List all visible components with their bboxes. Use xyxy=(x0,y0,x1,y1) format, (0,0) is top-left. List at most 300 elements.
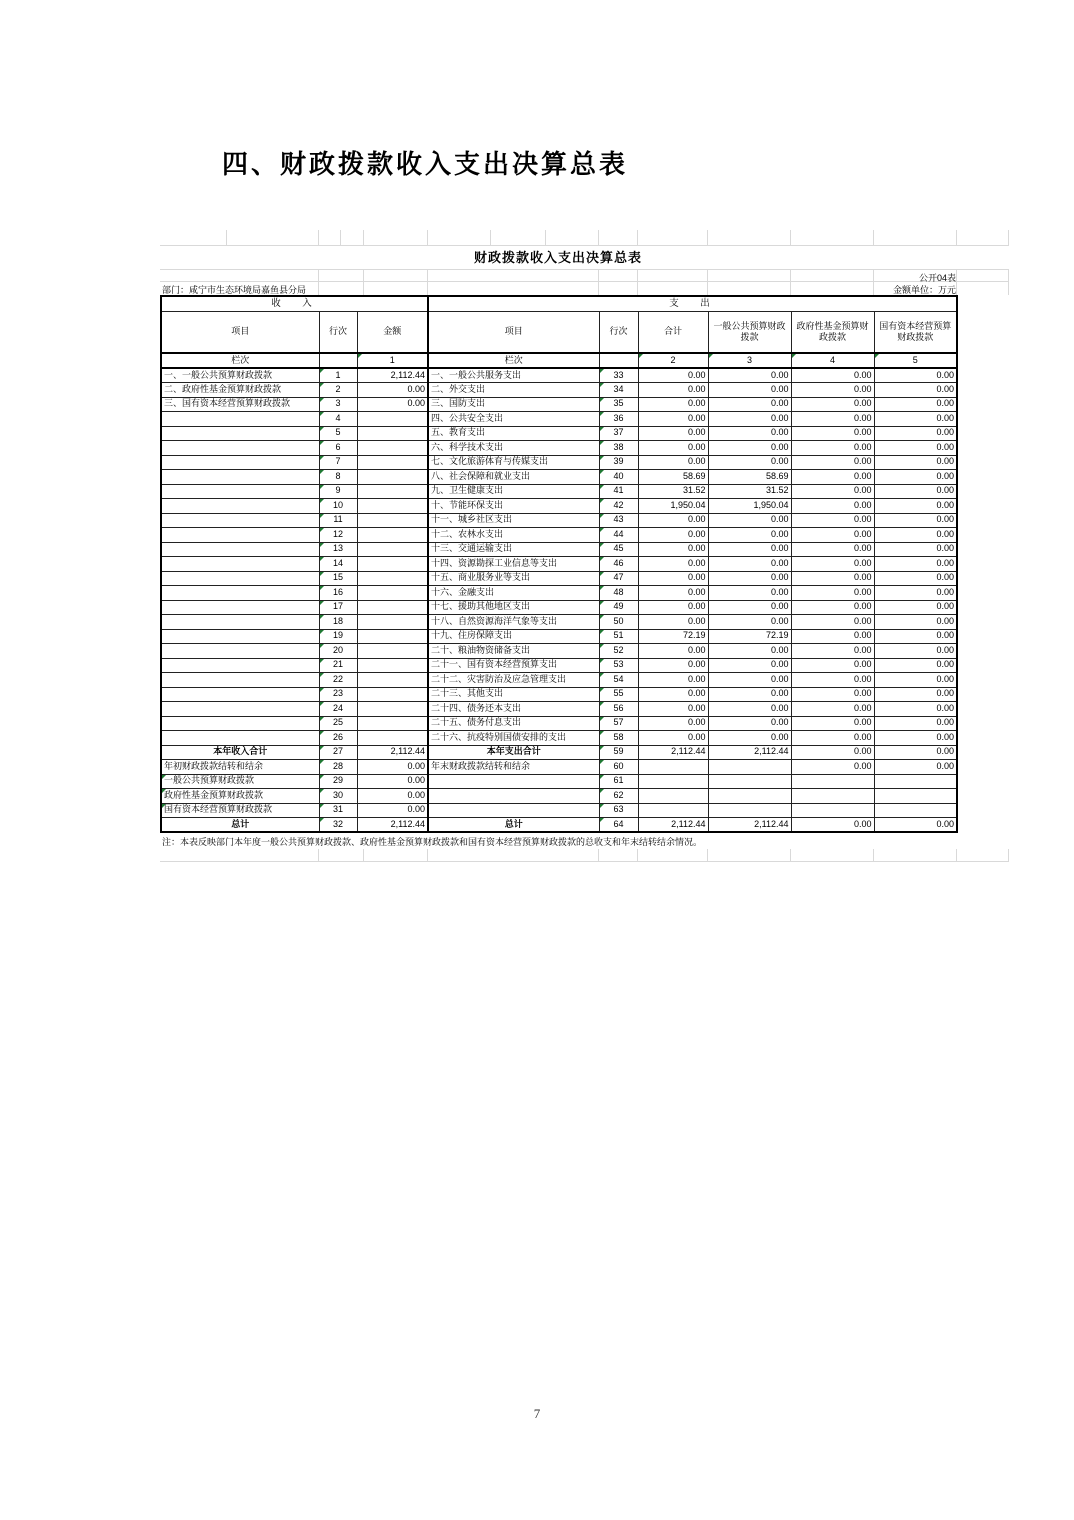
income-item-cell xyxy=(161,557,319,572)
expenditure-fund-cell: 0.00 xyxy=(791,397,874,412)
expenditure-capital-cell: 0.00 xyxy=(874,644,957,659)
expenditure-total-cell: 0.00 xyxy=(638,542,708,557)
expenditure-fund-cell: 0.00 xyxy=(791,513,874,528)
expenditure-total-cell: 0.00 xyxy=(638,557,708,572)
expenditure-general-cell: 2,112.44 xyxy=(708,745,791,760)
income-amount-cell: 0.00 xyxy=(357,803,428,818)
page-number: 7 xyxy=(533,1406,541,1421)
lanci-blank xyxy=(599,353,638,368)
grid-line xyxy=(226,230,227,245)
expenditure-general-cell: 0.00 xyxy=(708,586,791,601)
col-header-exp-total: 合计 xyxy=(638,312,708,354)
expenditure-line-cell: 40 xyxy=(599,470,638,485)
expenditure-general-cell: 0.00 xyxy=(708,731,791,746)
expenditure-item-cell: 八、社会保障和就业支出 xyxy=(428,470,599,485)
col-header-income-amount: 金额 xyxy=(357,312,428,354)
expenditure-capital-cell: 0.00 xyxy=(874,586,957,601)
table-row xyxy=(161,789,957,804)
expenditure-capital-cell: 0.00 xyxy=(874,426,957,441)
grid-line xyxy=(873,849,874,861)
expenditure-total-cell: 0.00 xyxy=(638,441,708,456)
department-label: 部门：咸宁市生态环境局嘉鱼县分局 xyxy=(162,285,307,295)
col-header-exp-line: 行次 xyxy=(599,312,638,354)
expenditure-line-cell: 53 xyxy=(599,658,638,673)
expenditure-line-cell: 51 xyxy=(599,629,638,644)
expenditure-total-cell: 0.00 xyxy=(638,513,708,528)
expenditure-total-cell: 2,112.44 xyxy=(638,745,708,760)
expenditure-line-cell: 33 xyxy=(599,368,638,383)
expenditure-line-cell: 38 xyxy=(599,441,638,456)
expenditure-fund-cell: 0.00 xyxy=(791,615,874,630)
expenditure-item-cell: 十三、交通运输支出 xyxy=(428,542,599,557)
expenditure-line-cell: 54 xyxy=(599,673,638,688)
expenditure-total-cell: 0.00 xyxy=(638,644,708,659)
expenditure-capital-cell: 0.00 xyxy=(874,441,957,456)
income-line-cell: 28 xyxy=(319,760,357,775)
grid-line xyxy=(790,849,791,861)
expenditure-general-cell xyxy=(708,789,791,804)
expenditure-fund-cell: 0.00 xyxy=(791,760,874,775)
expenditure-general-cell: 0.00 xyxy=(708,412,791,427)
expenditure-line-cell: 57 xyxy=(599,716,638,731)
grid-line xyxy=(490,230,491,245)
income-line-cell: 2 xyxy=(319,383,357,398)
expenditure-capital-cell: 0.00 xyxy=(874,687,957,702)
lanci-row xyxy=(161,353,957,368)
income-amount-cell: 0.00 xyxy=(357,774,428,789)
income-amount-cell xyxy=(357,586,428,601)
grid-line xyxy=(598,849,599,861)
grid-line xyxy=(160,861,1009,862)
income-amount-cell xyxy=(357,557,428,572)
expenditure-line-cell: 59 xyxy=(599,745,638,760)
expenditure-item-cell: 一、一般公共服务支出 xyxy=(428,368,599,383)
expenditure-capital-cell: 0.00 xyxy=(874,658,957,673)
expenditure-item-cell: 十七、援助其他地区支出 xyxy=(428,600,599,615)
income-item-cell xyxy=(161,484,319,499)
income-amount-cell: 0.00 xyxy=(357,397,428,412)
expenditure-general-cell: 0.00 xyxy=(708,673,791,688)
income-amount-cell xyxy=(357,600,428,615)
sheet-title: 财政拨款收入支出决算总表 xyxy=(473,250,642,265)
expenditure-general-cell: 0.00 xyxy=(708,455,791,470)
grid-line xyxy=(956,849,957,861)
expenditure-total-cell: 0.00 xyxy=(638,571,708,586)
income-item-cell xyxy=(161,702,319,717)
grid-line xyxy=(790,230,791,245)
grid-line xyxy=(427,230,428,245)
income-item-cell: 总计 xyxy=(161,818,319,833)
expenditure-line-cell: 64 xyxy=(599,818,638,833)
grid-line xyxy=(1008,230,1009,245)
income-amount-cell: 2,112.44 xyxy=(357,818,428,833)
income-amount-cell: 0.00 xyxy=(357,760,428,775)
expenditure-total-cell: 0.00 xyxy=(638,687,708,702)
expenditure-total-cell: 0.00 xyxy=(638,426,708,441)
expenditure-total-cell xyxy=(638,803,708,818)
expenditure-item-cell: 十四、资源勘探工业信息等支出 xyxy=(428,557,599,572)
income-item-cell xyxy=(161,644,319,659)
income-line-cell: 22 xyxy=(319,673,357,688)
income-line-cell: 8 xyxy=(319,470,357,485)
income-amount-cell xyxy=(357,513,428,528)
expenditure-general-cell: 0.00 xyxy=(708,542,791,557)
expenditure-total-cell: 0.00 xyxy=(638,455,708,470)
table-row xyxy=(161,673,957,688)
income-item-cell: 政府性基金预算财政拨款 xyxy=(161,789,319,804)
income-line-cell: 25 xyxy=(319,716,357,731)
expenditure-general-cell: 0.00 xyxy=(708,571,791,586)
expenditure-total-cell: 72.19 xyxy=(638,629,708,644)
income-line-cell: 21 xyxy=(319,658,357,673)
table-row xyxy=(161,499,957,514)
expenditure-line-cell: 52 xyxy=(599,644,638,659)
expenditure-total-cell: 1,950.04 xyxy=(638,499,708,514)
expenditure-line-cell: 58 xyxy=(599,731,638,746)
income-item-cell: 二、政府性基金预算财政拨款 xyxy=(161,383,319,398)
income-item-cell xyxy=(161,586,319,601)
grid-line xyxy=(318,270,319,295)
expenditure-capital-cell: 0.00 xyxy=(874,412,957,427)
grid-line xyxy=(956,230,957,245)
table-row xyxy=(161,774,957,789)
table-row xyxy=(161,716,957,731)
table-row xyxy=(161,803,957,818)
expenditure-general-cell: 58.69 xyxy=(708,470,791,485)
income-amount-cell xyxy=(357,528,428,543)
expenditure-item-cell: 二十一、国有资本经营预算支出 xyxy=(428,658,599,673)
expenditure-total-cell: 0.00 xyxy=(638,658,708,673)
income-amount-cell xyxy=(357,542,428,557)
expenditure-fund-cell: 0.00 xyxy=(791,818,874,833)
expenditure-general-cell xyxy=(708,760,791,775)
income-line-cell: 3 xyxy=(319,397,357,412)
income-amount-cell: 2,112.44 xyxy=(357,368,428,383)
expenditure-fund-cell: 0.00 xyxy=(791,412,874,427)
grid-line xyxy=(790,270,791,295)
table-row xyxy=(161,586,957,601)
table-row xyxy=(161,542,957,557)
table-row xyxy=(161,368,957,383)
expenditure-capital-cell xyxy=(874,803,957,818)
expenditure-general-cell: 72.19 xyxy=(708,629,791,644)
lanci-label-income: 栏次 xyxy=(161,353,319,368)
expenditure-general-cell: 0.00 xyxy=(708,615,791,630)
table-row xyxy=(161,484,957,499)
grid-line xyxy=(873,270,874,295)
income-line-cell: 18 xyxy=(319,615,357,630)
table-row xyxy=(161,383,957,398)
expenditure-fund-cell: 0.00 xyxy=(791,455,874,470)
income-line-cell: 11 xyxy=(319,513,357,528)
expenditure-item-cell: 四、公共安全支出 xyxy=(428,412,599,427)
expenditure-total-cell: 0.00 xyxy=(638,586,708,601)
expenditure-fund-cell xyxy=(791,803,874,818)
page-heading: 四、财政拨款收入支出决算总表 xyxy=(222,149,629,179)
expenditure-line-cell: 55 xyxy=(599,687,638,702)
expenditure-fund-cell: 0.00 xyxy=(791,571,874,586)
expenditure-fund-cell: 0.00 xyxy=(791,745,874,760)
expenditure-fund-cell: 0.00 xyxy=(791,499,874,514)
grid-line xyxy=(160,269,1009,270)
expenditure-general-cell: 0.00 xyxy=(708,368,791,383)
expenditure-item-cell: 二、外交支出 xyxy=(428,383,599,398)
income-line-cell: 14 xyxy=(319,557,357,572)
table-note: 注：本表反映部门本年度一般公共预算财政拨款、政府性基金预算财政拨款和国有资本经营预算财政拨款的总收支和年末结转结余情况。 xyxy=(162,837,703,847)
expenditure-item-cell: 五、教育支出 xyxy=(428,426,599,441)
income-line-cell: 4 xyxy=(319,412,357,427)
expenditure-capital-cell: 0.00 xyxy=(874,528,957,543)
income-amount-cell xyxy=(357,673,428,688)
income-item-cell xyxy=(161,455,319,470)
expenditure-general-cell: 0.00 xyxy=(708,644,791,659)
lanci-amount: 1 xyxy=(357,353,428,368)
expenditure-fund-cell: 0.00 xyxy=(791,484,874,499)
expenditure-total-cell: 2,112.44 xyxy=(638,818,708,833)
expenditure-capital-cell: 0.00 xyxy=(874,673,957,688)
expenditure-total-cell: 0.00 xyxy=(638,673,708,688)
expenditure-general-cell: 0.00 xyxy=(708,687,791,702)
income-line-cell: 13 xyxy=(319,542,357,557)
grid-line xyxy=(637,849,638,861)
expenditure-capital-cell: 0.00 xyxy=(874,818,957,833)
expenditure-total-cell: 0.00 xyxy=(638,702,708,717)
expenditure-line-cell: 62 xyxy=(599,789,638,804)
table-row xyxy=(161,557,957,572)
table-row xyxy=(161,629,957,644)
col-header-exp-capital: 国有资本经营预算财政拨款 xyxy=(874,312,957,354)
expenditure-capital-cell: 0.00 xyxy=(874,383,957,398)
expenditure-capital-cell: 0.00 xyxy=(874,760,957,775)
expenditure-capital-cell: 0.00 xyxy=(874,397,957,412)
expenditure-capital-cell: 0.00 xyxy=(874,484,957,499)
lanci-general: 3 xyxy=(708,353,791,368)
expenditure-line-cell: 35 xyxy=(599,397,638,412)
spreadsheet-area xyxy=(160,230,1010,862)
lanci-fund: 4 xyxy=(791,353,874,368)
expenditure-total-cell xyxy=(638,789,708,804)
grid-line xyxy=(318,849,319,861)
income-line-cell: 1 xyxy=(319,368,357,383)
expenditure-section-header: 支 出 xyxy=(428,296,957,312)
expenditure-line-cell: 44 xyxy=(599,528,638,543)
expenditure-fund-cell xyxy=(791,789,874,804)
table-row xyxy=(161,818,957,833)
expenditure-general-cell: 1,950.04 xyxy=(708,499,791,514)
table-row xyxy=(161,702,957,717)
expenditure-general-cell: 0.00 xyxy=(708,600,791,615)
income-item-cell xyxy=(161,571,319,586)
col-header-income-line: 行次 xyxy=(319,312,357,354)
income-line-cell: 29 xyxy=(319,774,357,789)
grid-line xyxy=(545,230,546,245)
grid-line xyxy=(598,230,599,245)
expenditure-item-cell: 十九、住房保障支出 xyxy=(428,629,599,644)
income-item-cell: 一、一般公共预算财政拨款 xyxy=(161,368,319,383)
expenditure-line-cell: 47 xyxy=(599,571,638,586)
expenditure-general-cell: 0.00 xyxy=(708,716,791,731)
income-section-header: 收 入 xyxy=(161,296,428,312)
expenditure-line-cell: 61 xyxy=(599,774,638,789)
expenditure-general-cell: 0.00 xyxy=(708,383,791,398)
expenditure-general-cell: 0.00 xyxy=(708,658,791,673)
expenditure-total-cell: 0.00 xyxy=(638,412,708,427)
expenditure-fund-cell: 0.00 xyxy=(791,470,874,485)
income-item-cell xyxy=(161,687,319,702)
income-line-cell: 20 xyxy=(319,644,357,659)
expenditure-fund-cell: 0.00 xyxy=(791,600,874,615)
col-header-exp-fund: 政府性基金预算财政拨款 xyxy=(791,312,874,354)
expenditure-fund-cell: 0.00 xyxy=(791,586,874,601)
expenditure-fund-cell: 0.00 xyxy=(791,673,874,688)
income-item-cell: 本年收入合计 xyxy=(161,745,319,760)
col-header-exp-general: 一般公共预算财政拨款 xyxy=(708,312,791,354)
lanci-blank xyxy=(319,353,357,368)
expenditure-total-cell: 0.00 xyxy=(638,383,708,398)
expenditure-total-cell xyxy=(638,760,708,775)
expenditure-line-cell: 34 xyxy=(599,383,638,398)
income-line-cell: 10 xyxy=(319,499,357,514)
grid-line xyxy=(1008,270,1009,295)
table-row xyxy=(161,644,957,659)
expenditure-item-cell: 十一、城乡社区支出 xyxy=(428,513,599,528)
expenditure-fund-cell: 0.00 xyxy=(791,716,874,731)
expenditure-capital-cell: 0.00 xyxy=(874,499,957,514)
income-item-cell xyxy=(161,470,319,485)
table-row xyxy=(161,455,957,470)
expenditure-fund-cell: 0.00 xyxy=(791,687,874,702)
income-item-cell xyxy=(161,731,319,746)
expenditure-line-cell: 39 xyxy=(599,455,638,470)
income-line-cell: 9 xyxy=(319,484,357,499)
fiscal-appropriation-table xyxy=(160,295,958,833)
income-line-cell: 24 xyxy=(319,702,357,717)
expenditure-total-cell: 0.00 xyxy=(638,716,708,731)
expenditure-total-cell: 58.69 xyxy=(638,470,708,485)
income-amount-cell xyxy=(357,644,428,659)
table-row xyxy=(161,412,957,427)
expenditure-line-cell: 41 xyxy=(599,484,638,499)
expenditure-line-cell: 63 xyxy=(599,803,638,818)
income-item-cell: 三、国有资本经营预算财政拨款 xyxy=(161,397,319,412)
section-header-row xyxy=(161,296,957,312)
lanci-label-exp: 栏次 xyxy=(428,353,599,368)
table-row xyxy=(161,470,957,485)
expenditure-fund-cell: 0.00 xyxy=(791,383,874,398)
income-line-cell: 17 xyxy=(319,600,357,615)
expenditure-line-cell: 48 xyxy=(599,586,638,601)
expenditure-line-cell: 60 xyxy=(599,760,638,775)
expenditure-general-cell: 0.00 xyxy=(708,528,791,543)
income-item-cell: 年初财政拨款结转和结余 xyxy=(161,760,319,775)
income-amount-cell xyxy=(357,412,428,427)
grid-line xyxy=(637,230,638,245)
sheet-footer-grid xyxy=(160,849,1010,862)
income-item-cell xyxy=(161,615,319,630)
income-line-cell: 7 xyxy=(319,455,357,470)
income-line-cell: 12 xyxy=(319,528,357,543)
income-line-cell: 16 xyxy=(319,586,357,601)
expenditure-capital-cell: 0.00 xyxy=(874,542,957,557)
grid-line xyxy=(363,849,364,861)
expenditure-general-cell: 0.00 xyxy=(708,397,791,412)
income-amount-cell xyxy=(357,716,428,731)
expenditure-item-cell: 二十三、其他支出 xyxy=(428,687,599,702)
income-item-cell xyxy=(161,629,319,644)
expenditure-line-cell: 37 xyxy=(599,426,638,441)
expenditure-item-cell: 二十四、债务还本支出 xyxy=(428,702,599,717)
expenditure-fund-cell: 0.00 xyxy=(791,542,874,557)
income-item-cell xyxy=(161,528,319,543)
income-line-cell: 32 xyxy=(319,818,357,833)
table-row xyxy=(161,513,957,528)
expenditure-capital-cell: 0.00 xyxy=(874,731,957,746)
income-line-cell: 5 xyxy=(319,426,357,441)
expenditure-item-cell: 总计 xyxy=(428,818,599,833)
income-amount-cell: 0.00 xyxy=(357,789,428,804)
table-row xyxy=(161,426,957,441)
expenditure-total-cell: 0.00 xyxy=(638,600,708,615)
grid-line xyxy=(160,281,1009,282)
expenditure-general-cell: 31.52 xyxy=(708,484,791,499)
expenditure-item-cell xyxy=(428,774,599,789)
expenditure-item-cell: 二十、粮油物资储备支出 xyxy=(428,644,599,659)
grid-line xyxy=(318,230,319,245)
expenditure-item-cell: 十六、金融支出 xyxy=(428,586,599,601)
grid-line xyxy=(340,230,341,245)
expenditure-total-cell xyxy=(638,774,708,789)
income-amount-cell xyxy=(357,702,428,717)
table-row xyxy=(161,441,957,456)
expenditure-line-cell: 46 xyxy=(599,557,638,572)
expenditure-fund-cell: 0.00 xyxy=(791,658,874,673)
income-item-cell: 一般公共预算财政拨款 xyxy=(161,774,319,789)
table-row xyxy=(161,600,957,615)
expenditure-capital-cell xyxy=(874,789,957,804)
income-line-cell: 6 xyxy=(319,441,357,456)
income-item-cell xyxy=(161,716,319,731)
income-amount-cell xyxy=(357,571,428,586)
income-amount-cell xyxy=(357,470,428,485)
expenditure-capital-cell: 0.00 xyxy=(874,745,957,760)
income-item-cell xyxy=(161,426,319,441)
expenditure-fund-cell: 0.00 xyxy=(791,368,874,383)
income-amount-cell xyxy=(357,441,428,456)
income-line-cell: 19 xyxy=(319,629,357,644)
expenditure-total-cell: 31.52 xyxy=(638,484,708,499)
expenditure-capital-cell: 0.00 xyxy=(874,716,957,731)
expenditure-line-cell: 50 xyxy=(599,615,638,630)
expenditure-fund-cell: 0.00 xyxy=(791,702,874,717)
income-amount-cell xyxy=(357,658,428,673)
income-line-cell: 30 xyxy=(319,789,357,804)
expenditure-line-cell: 56 xyxy=(599,702,638,717)
income-amount-cell xyxy=(357,687,428,702)
income-line-cell: 15 xyxy=(319,571,357,586)
income-amount-cell xyxy=(357,615,428,630)
grid-line xyxy=(363,270,364,295)
expenditure-general-cell: 0.00 xyxy=(708,426,791,441)
income-line-cell: 31 xyxy=(319,803,357,818)
expenditure-fund-cell: 0.00 xyxy=(791,629,874,644)
sheet-header-grid xyxy=(160,230,1010,295)
expenditure-item-cell: 十五、商业服务业等支出 xyxy=(428,571,599,586)
expenditure-capital-cell xyxy=(874,774,957,789)
income-item-cell xyxy=(161,673,319,688)
grid-line xyxy=(598,270,599,295)
expenditure-general-cell xyxy=(708,774,791,789)
table-row xyxy=(161,528,957,543)
